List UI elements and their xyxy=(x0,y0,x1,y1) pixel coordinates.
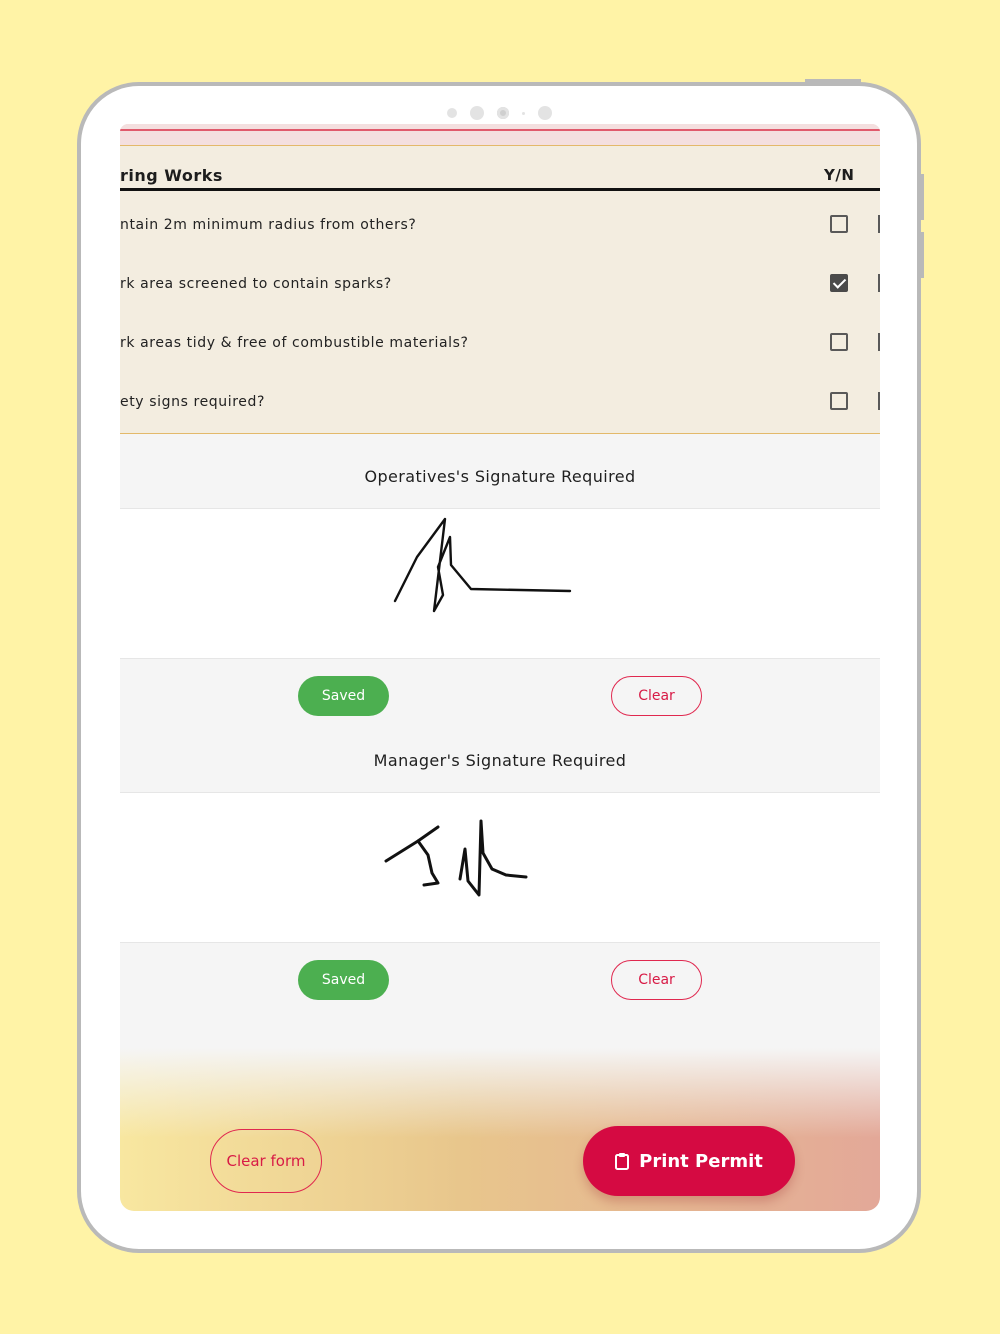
clipboard-icon xyxy=(615,1152,629,1170)
checklist-title: ring Works xyxy=(120,166,223,185)
top-button xyxy=(805,79,861,83)
checklist-top-strip xyxy=(120,124,880,146)
checkbox-checked[interactable] xyxy=(830,274,848,292)
checklist-top-divider xyxy=(120,129,880,131)
operative-signature-pad[interactable] xyxy=(120,508,880,659)
checklist-row xyxy=(120,207,880,266)
footer-actions xyxy=(120,1048,880,1211)
manager-signature-label: Manager's Signature Required xyxy=(373,751,627,770)
lens-dot xyxy=(497,107,509,119)
yes-no-column-header: Y/N xyxy=(824,166,855,184)
row-edge-marker xyxy=(878,392,880,410)
clear-form-button[interactable]: Clear form xyxy=(210,1129,322,1193)
checklist-question: rk area screened to contain sparks? xyxy=(120,276,392,292)
manager-signature-pad[interactable] xyxy=(120,792,880,943)
checkbox[interactable] xyxy=(830,215,848,233)
manager-saved-button[interactable]: Saved xyxy=(298,960,389,1000)
checklist-question: ntain 2m minimum radius from others? xyxy=(120,217,417,233)
sensor-dot xyxy=(447,108,457,118)
volume-up-button xyxy=(920,174,924,220)
checklist-question: ety signs required? xyxy=(120,394,266,410)
checklist-header-divider xyxy=(120,188,880,191)
camera-array xyxy=(81,105,917,121)
print-permit-button[interactable] xyxy=(583,1126,795,1196)
hot-works-checklist xyxy=(120,124,880,434)
sensor-dot-2 xyxy=(538,106,552,120)
checklist-row xyxy=(120,384,880,443)
row-edge-marker xyxy=(878,215,880,233)
checklist-question: rk areas tidy & free of combustible materials? xyxy=(120,335,469,351)
operative-saved-button[interactable]: Saved xyxy=(298,676,389,716)
checklist-row xyxy=(120,266,880,325)
checkbox[interactable] xyxy=(830,392,848,410)
row-edge-marker xyxy=(878,333,880,351)
app-screen xyxy=(120,124,880,1211)
checklist-bottom-border xyxy=(120,433,880,434)
checkbox[interactable] xyxy=(830,333,848,351)
manager-signature-drawing xyxy=(120,793,880,944)
print-permit-label: Print Permit xyxy=(639,1150,763,1172)
row-edge-marker xyxy=(878,274,880,292)
operative-signature-label: Operatives's Signature Required xyxy=(364,467,636,486)
volume-down-button xyxy=(920,232,924,278)
checklist-row xyxy=(120,325,880,384)
camera-dot xyxy=(470,106,484,120)
checklist-header xyxy=(120,146,880,190)
flash-dot xyxy=(522,112,525,115)
manager-clear-button[interactable]: Clear xyxy=(611,960,702,1000)
operative-signature-drawing xyxy=(120,509,880,660)
operative-clear-button[interactable]: Clear xyxy=(611,676,702,716)
